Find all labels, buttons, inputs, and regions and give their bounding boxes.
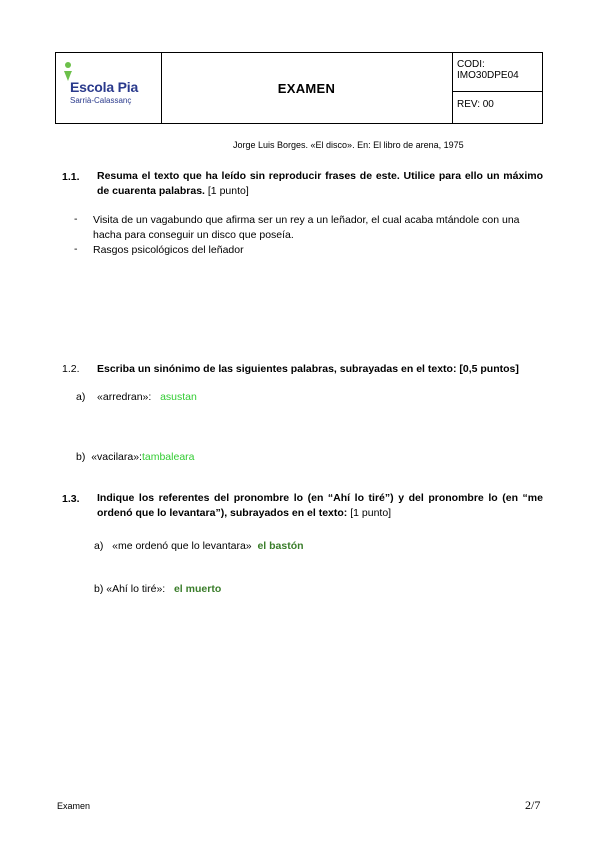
code-value: IMO30DPE04: [457, 70, 519, 81]
q2-a-word: «arredran»:: [97, 391, 152, 403]
header-table: [55, 52, 543, 124]
q2-answer-a: [76, 391, 197, 403]
q1-bullet-1: Visita de un vagabundo que afirma ser un rey a un leñador, el cual acaba mtándole con una hacha para conseguir un disco que poseía.: [93, 214, 520, 241]
q2-points: [0,5 puntos]: [459, 363, 519, 375]
bullet-dash: -: [74, 213, 78, 225]
q2-answer-b: [76, 451, 195, 463]
q2-question: Escriba un sinónimo de las siguientes palabras, subrayadas en el texto:: [97, 363, 457, 375]
q3-b-phrase: b) «Ahí lo tiré»:: [94, 583, 166, 595]
q3-a-phrase: «me ordenó que lo levantara»: [112, 540, 252, 552]
revision: REV: 00: [457, 99, 494, 110]
logo-subtitle: Sarrià-Calassanç: [70, 96, 132, 105]
code-divider: [453, 91, 542, 92]
q1-number: 1.1.: [62, 171, 80, 183]
code-label: CODI:: [457, 59, 485, 70]
school-logo: [62, 61, 154, 116]
exam-title: EXAMEN: [277, 81, 336, 96]
footer-label: Examen: [57, 801, 91, 811]
code-cell: [453, 53, 542, 123]
q1-text: [97, 169, 543, 199]
q2-a-answer: asustan: [160, 391, 197, 403]
q2-number: 1.2.: [62, 363, 80, 375]
logo-cell: [56, 53, 162, 123]
q3-question: Indique los referentes del pronombre lo (en “Ahí lo tiré”) y del pronombre lo (en “me ordenó que lo levantara”), subrayados en el texto:: [97, 492, 543, 519]
q3-text: [97, 491, 543, 521]
q2-b-answer: tambaleara: [141, 451, 195, 463]
title-cell: [161, 53, 453, 123]
q2-b-label: b): [76, 451, 86, 463]
q2-b-word: «vacilara»:: [91, 451, 142, 463]
q3-a-answer: el bastón: [257, 540, 304, 552]
q3-number: 1.3.: [62, 493, 80, 505]
q3-answer-b: [94, 583, 221, 595]
q3-points: [1 punto]: [350, 507, 392, 519]
q2-a-label: a): [76, 391, 86, 403]
q1-question: Resuma el texto que ha leído sin reproducir frases de este. Utilice para ello un máximo de cuarenta palabras.: [97, 170, 543, 197]
source-citation: Jorge Luis Borges. «El disco». En: El libro de arena, 1975: [233, 140, 464, 150]
q3-b-answer: el muerto: [173, 583, 222, 595]
bullet-dash: -: [74, 243, 78, 255]
q2-text: [97, 362, 543, 377]
q1-points: [1 punto]: [207, 185, 249, 197]
q3-answer-a: [94, 540, 304, 552]
logo-name: Escola Pia: [70, 79, 139, 95]
q1-bullet-2: Rasgos psicológicos del leñador: [93, 244, 244, 256]
page-number: 2/7: [525, 798, 541, 812]
q3-a-label: a): [94, 540, 104, 552]
code-block: [457, 59, 519, 81]
